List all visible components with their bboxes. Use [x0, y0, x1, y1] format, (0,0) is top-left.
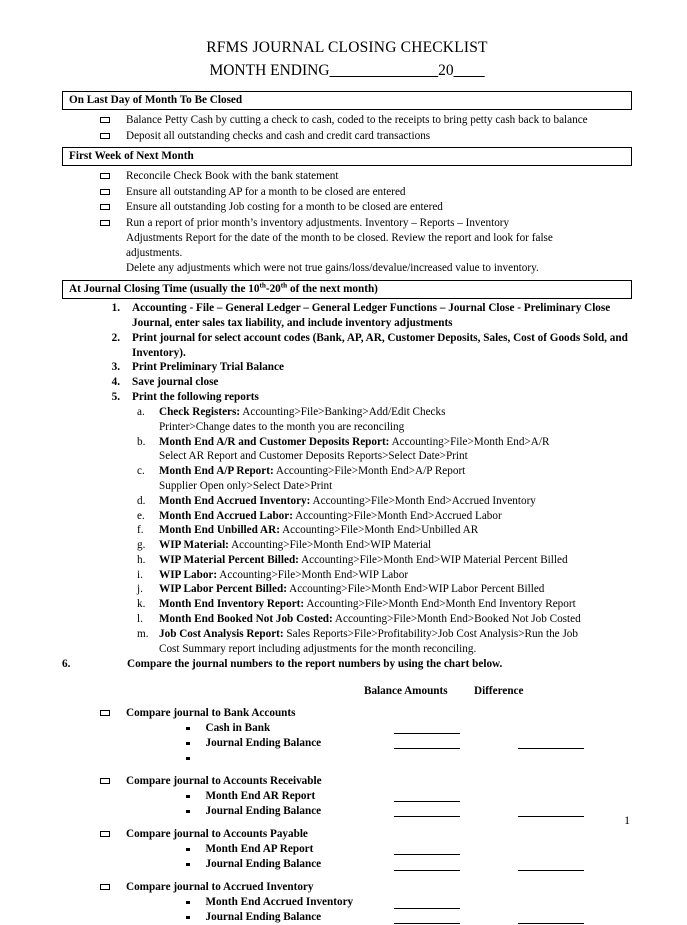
- checklist-text: Reconcile Check Book with the bank statement: [126, 169, 339, 182]
- list-marker: m.: [137, 627, 149, 640]
- row-label: Cash in Bank: [205, 721, 271, 734]
- section-header-last-day: On Last Day of Month To Be Closed: [62, 91, 632, 110]
- checkbox-icon[interactable]: [100, 117, 110, 123]
- list-item[interactable]: [62, 199, 632, 215]
- year-blank[interactable]: ____: [453, 61, 485, 79]
- compare-group-header[interactable]: [62, 827, 632, 842]
- list-item[interactable]: [62, 166, 632, 184]
- list-marker: c.: [137, 465, 145, 478]
- report-label: Month End Accrued Inventory:: [159, 494, 311, 507]
- compare-group-header[interactable]: [62, 774, 632, 789]
- month-ending-label: MONTH ENDING: [209, 61, 330, 79]
- month-ending-blank[interactable]: ______________: [329, 61, 439, 79]
- list-item[interactable]: [62, 215, 632, 276]
- step-text-line: Journal, enter sales tax liability, and include inventory adjustments: [132, 316, 453, 329]
- report-label: Month End Booked Not Job Costed:: [159, 613, 333, 626]
- list-item: [62, 597, 632, 612]
- checkbox-icon[interactable]: [100, 778, 110, 784]
- row-label: Journal Ending Balance: [205, 736, 322, 749]
- report-path: Accounting>File>Month End>WIP Material Percent Billed: [298, 553, 568, 566]
- chart-column-headers: [62, 684, 632, 699]
- list-item[interactable]: [62, 184, 632, 200]
- list-item: [62, 301, 632, 331]
- checkbox-icon[interactable]: [100, 173, 110, 179]
- report-label: Month End Inventory Report:: [159, 598, 305, 611]
- report-label: WIP Labor:: [159, 568, 218, 581]
- report-path: Accounting>File>Month End>Accrued Inventory: [310, 494, 536, 507]
- compare-group-header[interactable]: [62, 880, 632, 895]
- report-path: Accounting>File>Month End>A/R: [389, 435, 550, 448]
- checklist-text-line: Delete any adjustments which were not true gains/loss/devalue/increased value to inventory.: [126, 261, 539, 274]
- compare-group-accounts-payable: [62, 827, 632, 872]
- row-label: Journal Ending Balance: [205, 911, 322, 924]
- report-entry: [159, 538, 632, 553]
- list-item: [62, 405, 632, 435]
- compare-group-label: Compare journal to Accounts Receivable: [126, 774, 322, 787]
- bullet-icon: [186, 901, 190, 905]
- report-path: Accounting>File>Month End>WIP Material: [228, 539, 432, 552]
- list-marker: g.: [137, 539, 146, 552]
- column-header-difference: Difference: [474, 685, 524, 698]
- list-item: [62, 523, 632, 538]
- bullet-icon: [186, 757, 190, 761]
- report-path: Accounting>File>Month End>WIP Labor: [217, 568, 409, 581]
- list-item: [62, 435, 632, 465]
- row-label: Month End AR Report: [205, 789, 316, 802]
- table-row: [62, 842, 632, 857]
- list-item: [62, 375, 632, 390]
- list-marker: 4.: [111, 376, 120, 389]
- list-marker: e.: [137, 509, 145, 522]
- compare-group-label: Compare journal to Accounts Payable: [126, 828, 308, 841]
- list-marker: b.: [137, 435, 146, 448]
- compare-group-accrued-inventory: [62, 880, 632, 925]
- list-marker: h.: [137, 553, 146, 566]
- checklist-last-day: [62, 110, 632, 144]
- compare-group-header[interactable]: [62, 706, 632, 721]
- step-text: Compare the journal numbers to the report numbers by using the chart below.: [127, 658, 503, 671]
- step-text-line: and Inventory).: [132, 331, 628, 359]
- row-label: Month End Accrued Inventory: [205, 896, 354, 909]
- step-text: Save journal close: [132, 376, 219, 389]
- list-item: [62, 360, 632, 375]
- step-6: [62, 657, 632, 672]
- list-marker: k.: [137, 598, 146, 611]
- list-marker: 2.: [111, 331, 120, 344]
- balance-amount-blank[interactable]: [394, 897, 460, 909]
- list-item: [62, 464, 632, 494]
- difference-blank-absent: [518, 844, 584, 855]
- table-row: [62, 910, 632, 925]
- table-row: [62, 895, 632, 910]
- row-label: Journal Ending Balance: [205, 804, 322, 817]
- checklist-first-week: [62, 166, 632, 276]
- year-prefix: 20: [438, 61, 454, 79]
- checklist-text: Balance Petty Cash by cutting a check to cash, coded to the receipts to bring petty cash back to balance: [126, 113, 588, 126]
- page-title: RFMS JOURNAL CLOSING CHECKLIST: [206, 39, 488, 56]
- checklist-text: Ensure all outstanding Job costing for a month to be closed are entered: [126, 201, 443, 214]
- checkbox-icon[interactable]: [100, 831, 110, 837]
- report-entry: [159, 553, 632, 568]
- step-text: Print the following reports: [132, 391, 259, 404]
- report-path: Accounting>File>Month End>Unbilled AR: [279, 524, 479, 537]
- list-item[interactable]: [62, 128, 632, 144]
- bullet-icon: [186, 795, 190, 799]
- report-path: Accounting>File>Month End>Month End Inventory Report: [304, 598, 576, 611]
- report-entry: [159, 509, 632, 524]
- step-text-line: Accounting - File – General Ledger – General Ledger Functions – Journal Close - Preliminary Close: [132, 301, 611, 314]
- report-path: Accounting>File>Month End>A/P Report: [273, 465, 466, 478]
- checkbox-icon[interactable]: [100, 133, 110, 139]
- table-row: [62, 804, 632, 819]
- checklist-text-line: Adjustments Report for the date of the month to be closed. Review the report and look for false: [126, 232, 553, 245]
- list-item: [62, 331, 632, 361]
- list-marker: l.: [137, 613, 143, 626]
- report-entry: [159, 582, 632, 597]
- table-row: [62, 721, 632, 736]
- list-marker: f.: [137, 524, 144, 537]
- list-item: [62, 509, 632, 524]
- section-header-prefix: At Journal Closing Time (usually the 10: [69, 282, 260, 295]
- report-label: Month End A/P Report:: [159, 465, 274, 478]
- balance-amount-blank[interactable]: [394, 912, 460, 924]
- report-path: Accounting>File>Month End>Booked Not Job Costed: [332, 613, 581, 626]
- compare-group-accounts-receivable: [62, 774, 632, 819]
- list-item: [62, 627, 632, 657]
- checklist-text: Deposit all outstanding checks and cash and credit card transactions: [126, 129, 431, 142]
- difference-blank[interactable]: [518, 805, 584, 817]
- report-path: Sales Reports>File>Profitability>Job Cost Analysis>Run the Job: [283, 627, 578, 640]
- table-row: [62, 857, 632, 872]
- report-path-cont: Supplier Open only>Select Date>Print: [159, 480, 333, 492]
- report-entry: [159, 494, 632, 509]
- step-text: Print Preliminary Trial Balance: [132, 361, 284, 374]
- section-header-mid: -20: [265, 282, 281, 295]
- balance-amount-blank[interactable]: [394, 859, 460, 871]
- list-marker: a.: [137, 406, 145, 419]
- difference-blank-absent: [518, 791, 584, 802]
- report-label: Month End Accrued Labor:: [159, 509, 293, 522]
- report-entry: [159, 523, 632, 538]
- report-entry: [159, 435, 632, 465]
- checkbox-icon[interactable]: [100, 220, 110, 226]
- difference-blank-absent: [518, 723, 584, 734]
- report-path: Accounting>File>Month End>WIP Labor Percent Billed: [286, 583, 545, 596]
- list-marker: j.: [137, 583, 143, 596]
- balance-amount-blank[interactable]: [394, 722, 460, 734]
- list-item: [62, 553, 632, 568]
- compare-group-label: Compare journal to Accrued Inventory: [126, 881, 314, 894]
- checklist-text-line: Run a report of prior month’s inventory adjustments. Inventory – Reports – Inventory: [126, 217, 510, 230]
- numbered-steps: [62, 301, 632, 405]
- list-item: [62, 612, 632, 627]
- balance-amount-blank[interactable]: [394, 790, 460, 802]
- table-row: [62, 789, 632, 804]
- report-entry: [159, 405, 632, 435]
- list-marker: 3.: [111, 361, 120, 374]
- step-text: [132, 301, 632, 331]
- list-item: [62, 538, 632, 553]
- section-header-suffix: of the next month): [287, 282, 378, 295]
- bullet-icon: [186, 916, 190, 920]
- section-header-journal-closing-time: [62, 280, 632, 299]
- report-entry: [159, 464, 632, 494]
- difference-blank[interactable]: [518, 912, 584, 924]
- bullet-icon: [186, 863, 190, 867]
- checklist-text: Ensure all outstanding AP for a month to be closed are entered: [126, 185, 406, 198]
- section-header-first-week: First Week of Next Month: [62, 147, 632, 166]
- report-entry: [159, 597, 632, 612]
- list-item: [62, 390, 632, 405]
- report-entry: [159, 627, 632, 657]
- compare-group-label: Compare journal to Bank Accounts: [126, 706, 296, 719]
- report-list: [62, 405, 632, 656]
- list-marker: 1.: [111, 301, 120, 314]
- report-label: Month End Unbilled AR:: [159, 524, 280, 537]
- list-item: [62, 582, 632, 597]
- bullet-icon: [186, 742, 190, 746]
- checkbox-icon[interactable]: [100, 710, 110, 716]
- bullet-icon: [186, 810, 190, 814]
- checklist-text-line: adjustments.: [126, 247, 183, 260]
- checkbox-icon[interactable]: [100, 884, 110, 890]
- report-label: WIP Labor Percent Billed:: [159, 583, 287, 596]
- list-item: [62, 494, 632, 509]
- ordinal-suffix: th: [280, 281, 288, 290]
- balance-amount-blank[interactable]: [394, 737, 460, 749]
- month-ending-line: [62, 61, 632, 82]
- report-label: Job Cost Analysis Report:: [159, 627, 284, 640]
- bullet-icon: [186, 727, 190, 731]
- page-number: 1: [624, 813, 630, 827]
- difference-blank[interactable]: [518, 859, 584, 871]
- compare-group-bank-accounts: [62, 706, 632, 766]
- report-entry: [159, 612, 632, 627]
- report-path-cont: Select AR Report and Customer Deposits Reports>Select Date>Print: [159, 450, 468, 463]
- difference-blank[interactable]: [518, 737, 584, 749]
- row-label: Month End AP Report: [205, 842, 314, 855]
- balance-amount-blank[interactable]: [394, 843, 460, 855]
- report-path-cont: Printer>Change dates to the month you are reconciling: [159, 420, 405, 433]
- balance-amount-blank[interactable]: [394, 805, 460, 817]
- ordinal-suffix: th: [259, 281, 266, 290]
- step-text: [132, 331, 632, 361]
- report-path: Accounting>File>Month End>Accrued Labor: [292, 509, 502, 522]
- difference-blank-absent: [518, 897, 584, 908]
- list-marker: i.: [137, 568, 143, 581]
- report-path-cont: Cost Summary report including adjustments for the month reconciling.: [159, 642, 477, 655]
- column-header-balance-amounts: Balance Amounts: [364, 685, 448, 698]
- table-row: [62, 736, 632, 751]
- bullet-icon: [186, 848, 190, 852]
- step-text-line: Print journal for select account codes (Bank, AP, AR, Customer Deposits, Sales, Cost of Goods Sold,: [132, 331, 607, 344]
- checkbox-icon[interactable]: [100, 189, 110, 195]
- list-item[interactable]: [62, 110, 632, 128]
- checkbox-icon[interactable]: [100, 204, 110, 210]
- report-label: Check Registers:: [159, 406, 241, 419]
- list-item: [62, 568, 632, 583]
- report-entry: [159, 568, 632, 583]
- table-row: [62, 751, 632, 766]
- report-path: Accounting>File>Banking>Add/Edit Checks: [240, 406, 446, 419]
- report-label: Month End A/R and Customer Deposits Report:: [159, 435, 390, 448]
- report-label: WIP Material:: [159, 539, 229, 552]
- list-marker: 6.: [62, 658, 71, 671]
- report-label: WIP Material Percent Billed:: [159, 553, 299, 566]
- list-marker: d.: [137, 494, 146, 507]
- list-marker: 5.: [111, 391, 120, 404]
- checklist-text-multiline: [126, 216, 632, 276]
- row-label: Journal Ending Balance: [205, 858, 322, 871]
